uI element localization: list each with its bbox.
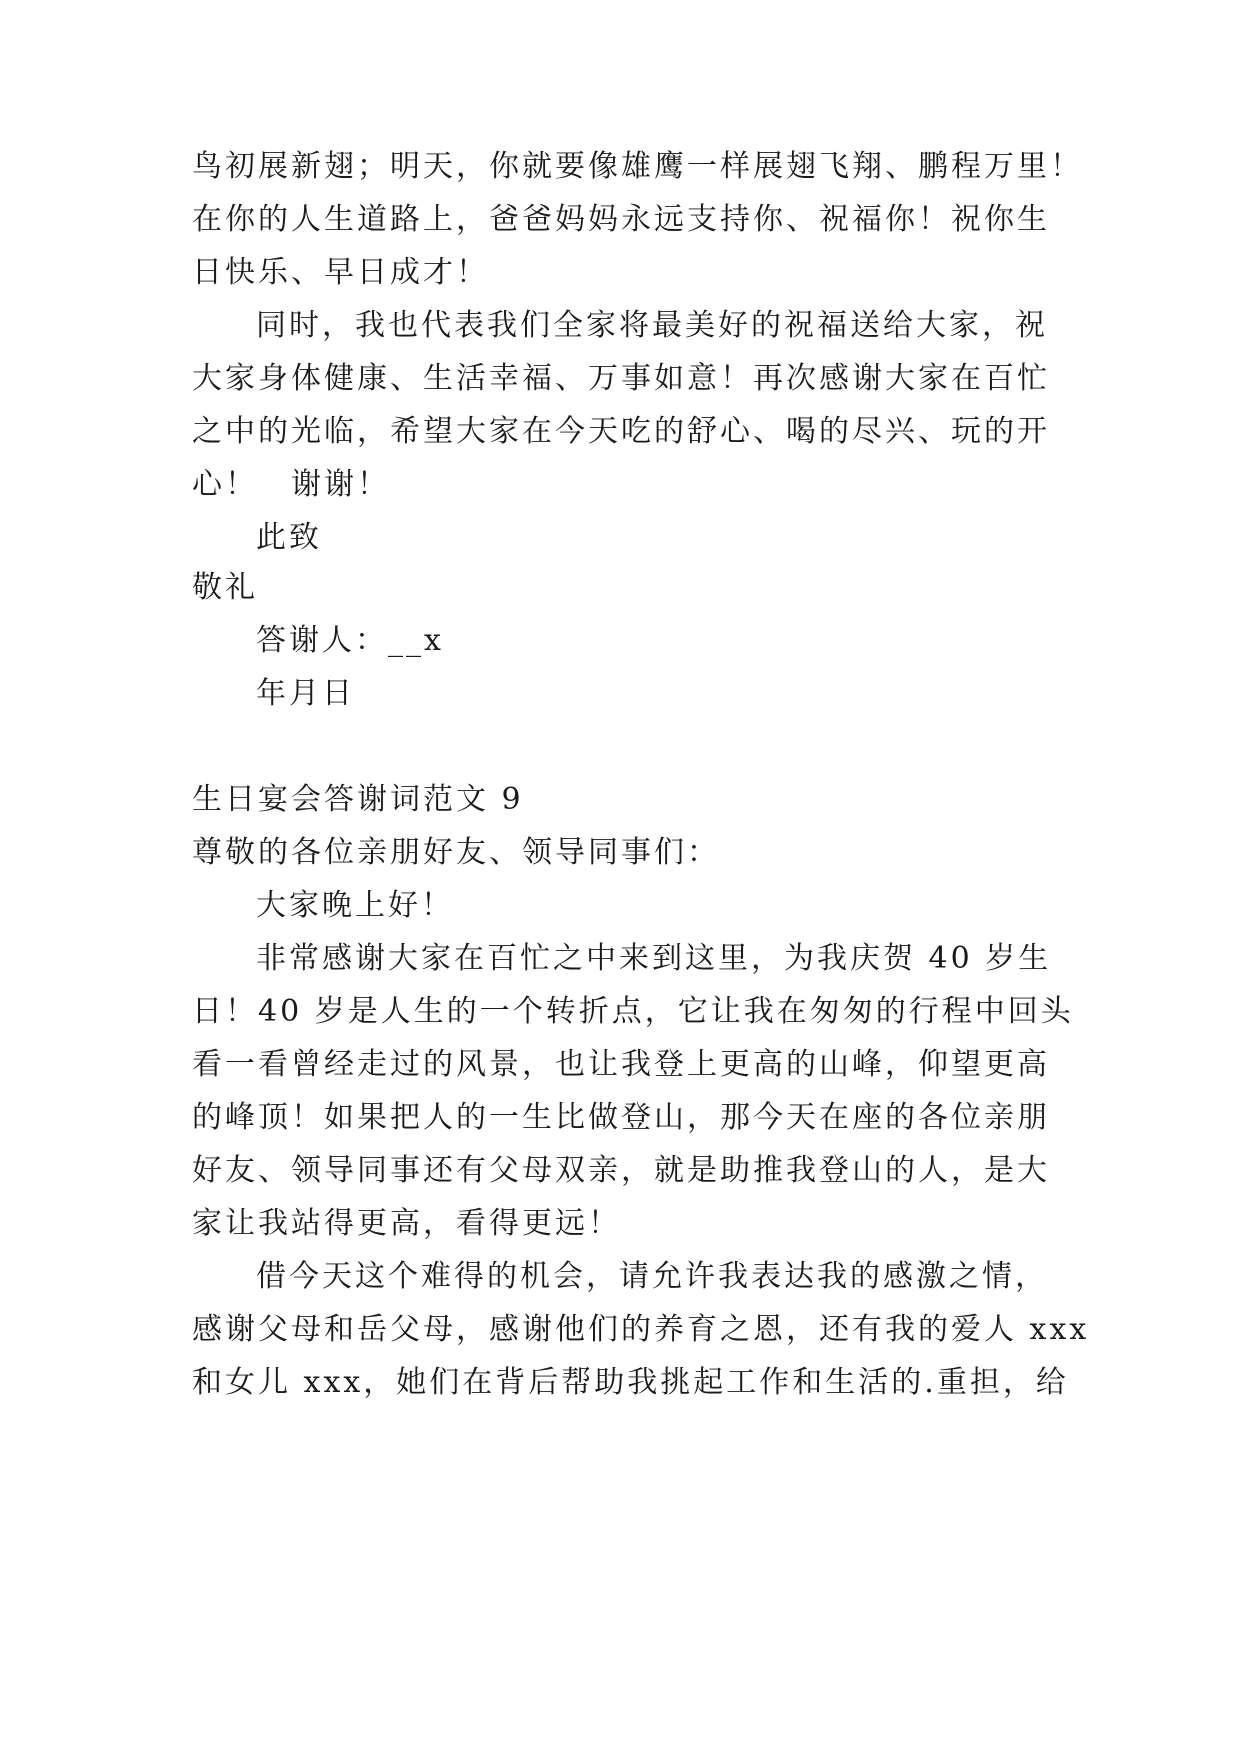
paragraph-line: 感谢父母和岳父母，感谢他们的养育之恩，还有我的爱人 xxx	[192, 1312, 1090, 1347]
paragraph-line: 心！ 谢谢！	[192, 467, 390, 502]
greeting-line: 尊敬的各位亲朋好友、领导同事们：	[192, 835, 720, 870]
paragraph-line: 和女儿 xxx，她们在背后帮助我挑起工作和生活的.重担，给	[192, 1365, 1069, 1400]
paragraph-line: 非常感谢大家在百忙之中来到这里，为我庆贺 40 岁生	[256, 941, 1052, 976]
closing-line: 此致	[256, 520, 322, 555]
paragraph-line: 借今天这个难得的机会，请允许我表达我的感激之情，	[256, 1259, 1048, 1294]
paragraph-line: 之中的光临，希望大家在今天吃的舒心、喝的尽兴、玩的开	[192, 414, 1050, 449]
paragraph-line: 家让我站得更高，看得更远！	[192, 1206, 621, 1241]
signer-line: 答谢人：__x	[256, 623, 444, 658]
paragraph-line: 日！40 岁是人生的一个转折点，它让我在匆匆的行程中回头	[192, 994, 1074, 1029]
date-line: 年月日	[256, 676, 355, 711]
paragraph-line: 鸟初展新翅；明天，你就要像雄鹰一样展翅飞翔、鹏程万里！	[192, 149, 1083, 184]
paragraph-line: 好友、领导同事还有父母双亲，就是助推我登山的人，是大	[192, 1153, 1050, 1188]
paragraph-line: 大家晚上好！	[256, 888, 454, 923]
paragraph-line: 的峰顶！如果把人的一生比做登山，那今天在座的各位亲朋	[192, 1100, 1050, 1135]
paragraph-line: 看一看曾经走过的风景，也让我登上更高的山峰，仰望更高	[192, 1047, 1050, 1082]
paragraph-line: 大家身体健康、生活幸福、万事如意！再次感谢大家在百忙	[192, 361, 1050, 396]
paragraph-line: 同时，我也代表我们全家将最美好的祝福送给大家，祝	[256, 308, 1048, 343]
paragraph-line: 在你的人生道路上，爸爸妈妈永远支持你、祝福你！祝你生	[192, 202, 1050, 237]
section-title: 生日宴会答谢词范文 9	[192, 782, 524, 817]
paragraph-line: 日快乐、早日成才！	[192, 255, 489, 290]
salute-line: 敬礼	[192, 570, 258, 605]
